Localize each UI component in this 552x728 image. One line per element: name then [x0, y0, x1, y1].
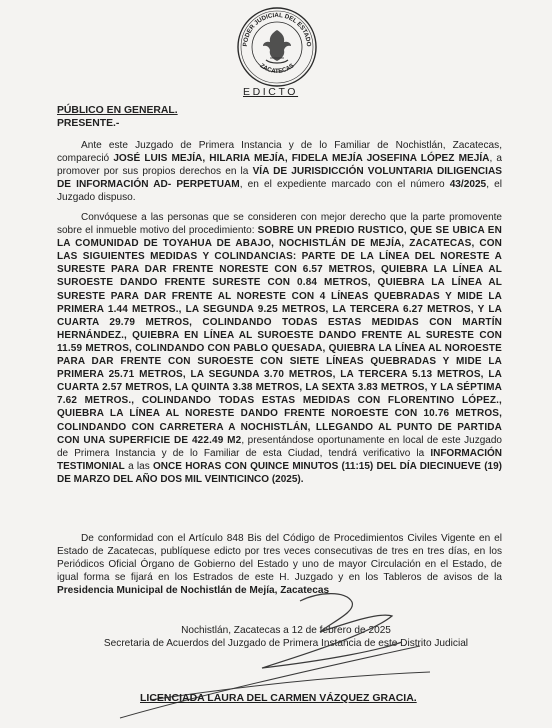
p3-text-1: De conformidad con el Artículo 848 Bis del Código de Procedimientos Civiles Vigente en el Estado de Zacatecas, publíquese edicto por tres veces consecutivas de tres en tres días, en los Periódicos Oficial Órgano de Gobierno del Estado y uno de mayor Circulación en el Estado, de igual forma se fijará en los Estrados de este H. Juzgado y en los Tableros de avisos de la [57, 533, 502, 583]
hearing-datetime: ONCE HORAS CON QUINCE MINUTOS (11:15) DEL DÍA DIECINUEVE (19) DE MARZO DEL AÑO DOS MIL VEINTICINCO (2025). [57, 460, 502, 485]
addressee [57, 104, 178, 130]
p2-text-1: Convóquese a las personas que se consideren con mejor derecho que la parte promovente sobre el inmueble motivo del procedimiento: [57, 212, 502, 237]
seal-ring-text-top: PODER JUDICIAL DEL ESTADO [241, 11, 313, 47]
signer-role: Secretaria de Acuerdos del Juzgado de Primera Instancia de este Distrito Judicial [103, 638, 469, 649]
place-date: Nochistlán, Zacatecas a 12 de febrero de 2025 [181, 625, 391, 636]
paragraph-appearance [57, 140, 502, 205]
p2-text-2: , presentándose oportunamente en local de este Juzgado de Primera Instancia y de lo Familiar de esta Ciudad, tendrá verificativo la [57, 434, 502, 459]
signer-name: LICENCIADA LAURA DEL CARMEN VÁZQUEZ GRACIA. [140, 692, 417, 704]
p1-text-4: , el Juzgado dispuso. [57, 178, 502, 203]
municipal-presidency: Presidencia Municipal de Nochistlán de Mejía, Zacatecas [57, 585, 330, 596]
paragraph-summons [57, 211, 502, 486]
p1-text-3: , en el expediente marcado con el número [239, 178, 450, 190]
procedure-type: VÍA DE JURISDICCIÓN VOLUNTARIA DILIGENCIAS DE INFORMACIÓN AD- PERPETUAM [57, 165, 502, 190]
paragraph-publication [57, 532, 502, 597]
place-and-role [96, 624, 476, 650]
court-seal [236, 6, 318, 88]
addressee-line-1: PÚBLICO EN GENERAL. [57, 105, 178, 116]
eagle-emblem-icon [263, 30, 291, 63]
promoters-names: JOSÉ LUIS MEJÍA, HILARIA MEJÍA, FIDELA MEJÍA JOSEFINA LÓPEZ MEJÍA [113, 152, 490, 164]
seal-ring-text-bottom: ZACATECAS [258, 62, 296, 75]
p1-text-1: Ante este Juzgado de Primera Instancia y de lo Familiar de Nochistlán, Zacatecas, compareció [57, 140, 502, 164]
addressee-line-2: PRESENTE.- [57, 118, 120, 129]
document-title: EDICTO [243, 86, 299, 98]
p2-text-3: a las [124, 460, 154, 472]
p1-text-2: , a promover por sus propios derechos en la [57, 152, 502, 177]
property-description: SOBRE UN PREDIO RUSTICO, QUE SE UBICA EN LA COMUNIDAD DE TOYAHUA DE ABAJO, NOCHISTLÁN DE MEJÍA, ZACATECAS, CON LAS SIGUIENTES MEDIDAS Y COLINDANCIAS: PARTE DE LA LÍNEA DEL NORESTE A SURESTE PARA DAR FRENTE NORESTE CON 6.57 METROS, QUIEBRA LA LÍNEA AL SUROESTE DANDO FRENTE SURESTE CON 0.84 METROS, QUIEBRA LA LÍNEA AL SURESTE PARA DAR FRENTE AL NORESTE CON 4 LÍNEAS QUEBRADAS Y MIDE LA PRIMERA 1.44 METROS., LA SEGUNDA 9.25 METROS, LA TERCERA 6.27 METROS, Y LA CUARTA 29.79 METROS, COLINDANDO TODAS ESTAS MEDIDAS CON MARTÍN HERNÁNDEZ., QUIEBRA EN LÍNEA AL SUROESTE DANDO FRENTE AL SURESTE CON 11.59 METROS, COLINDANDO CON PABLO QUESADA, QUIEBRA LA LÍNEA AL NOROESTE PARA DAR FRENTE CON SUROESTE CON SIETE LÍNEAS QUEBRADAS Y MIDE LA PRIMERA 25.71 METROS, LA SEGUNDA 3.70 METROS, LA TERCERA 5.13 METROS, LA CUARTA 2.57 METROS, LA QUINTA 3.38 METROS, LA SEXTA 3.83 METROS, Y LA SÉPTIMA 7.62 METROS., COLINDANDO TODAS ESTAS MEDIDAS CON FLORENTINO LÓPEZ., QUIEBRA LA LÍNEA AL NORESTE DANDO FRENTE NOROESTE CON 10.76 METROS, COLINDANDO CON CARRETERA A NOCHISTLÁN, LLEGANDO AL PUNTO DE PARTIDA CON UNA SUPERFICIE DE 422.49 M2 [57, 225, 502, 446]
case-number: 43/2025 [449, 178, 487, 190]
hearing-type: INFORMACIÓN TESTIMONIAL [57, 447, 502, 472]
svg-text:ZACATECAS [258, 62, 295, 75]
